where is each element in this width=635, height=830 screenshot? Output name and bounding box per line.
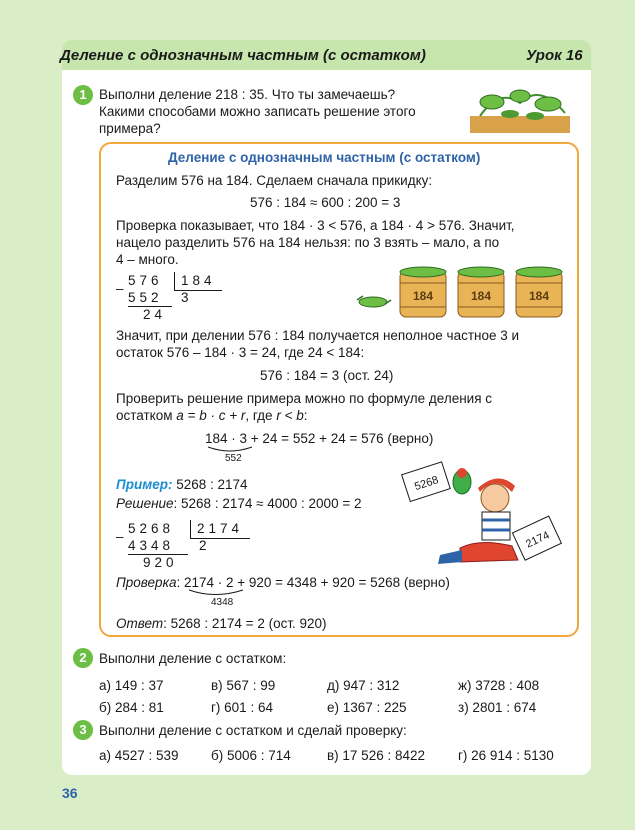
- barrel-2-label: 184: [470, 289, 492, 303]
- task-2-item: в) 567 : 99: [211, 678, 276, 693]
- task-2-item: а) 149 : 37: [99, 678, 164, 693]
- barrel-1: [400, 267, 446, 317]
- task-3-item: а) 4527 : 539: [99, 748, 179, 763]
- cucumber-icon: [355, 292, 395, 312]
- check2-under: 4348: [211, 597, 234, 608]
- barrel-3: [516, 267, 562, 317]
- task-2-item: е) 1367 : 225: [327, 700, 407, 715]
- answer-line: Ответ: 5268 : 2174 = 2 (ост. 920): [116, 616, 327, 631]
- div1-dividend: 576: [128, 273, 163, 288]
- div2-divisor: 2174: [197, 521, 244, 536]
- check1-under: 552: [225, 453, 242, 464]
- theory-title: Деление с однозначным частным (с остатком): [168, 150, 481, 165]
- page-title: Деление с однозначным частным (с остатком): [60, 47, 426, 64]
- barrels-illustration: [398, 265, 568, 319]
- div1-quotient: 3: [181, 290, 193, 305]
- task-3-item: г) 26 914 : 5130: [458, 748, 554, 763]
- div2-remainder: 920: [143, 555, 178, 570]
- theory-p4-line1: Проверить решение примера можно по формуле деления с: [116, 391, 493, 406]
- cucumber-plant-illustration: [470, 78, 570, 133]
- div2-subtract: 4348: [128, 538, 175, 553]
- theory-p3-line2: остаток 576 – 184 · 3 = 24, где 24 < 184:: [116, 345, 365, 360]
- task-2-item: б) 284 : 81: [99, 700, 164, 715]
- task-2-text: Выполни деление с остатком:: [99, 651, 287, 666]
- example-line: Пример: 5268 : 2174: [116, 477, 248, 492]
- div2-minus: –: [116, 529, 128, 544]
- div2-quotient: 2: [199, 538, 211, 553]
- div1-vertical-bar: [174, 272, 175, 290]
- div2-vertical-bar: [190, 520, 191, 538]
- lesson-label: Урок 16: [526, 47, 583, 64]
- task-1-line-2: Какими способами можно записать решение этого: [99, 104, 416, 119]
- barrel-3-label: 184: [528, 289, 550, 303]
- check1-expression: 184 · 3 + 24 = 552 + 24 = 576 (верно): [205, 431, 434, 446]
- theory-p1: Разделим 576 на 184. Сделаем сначала прикидку:: [116, 173, 433, 188]
- theory-estimate: 576 : 184 ≈ 600 : 200 = 3: [250, 195, 401, 210]
- theory-p3-line1: Значит, при делении 576 : 184 получается неполное частное 3 и: [116, 328, 520, 343]
- task-2-item: ж) 3728 : 408: [458, 678, 540, 693]
- pirate-boy-illustration: [400, 460, 570, 575]
- task-3-text: Выполни деление с остатком и сделай проверку:: [99, 723, 407, 738]
- page-number: 36: [62, 785, 78, 801]
- task-1-number: 1: [73, 85, 93, 105]
- card-2-label: 2174: [524, 529, 552, 551]
- check2-expression: Проверка: 2174 · 2 + 920 = 4348 + 920 = 5268 (верно): [116, 575, 450, 590]
- task-2-item: з) 2801 : 674: [458, 700, 537, 715]
- task-3-item: б) 5006 : 714: [211, 748, 291, 763]
- div1-minus: –: [116, 281, 128, 296]
- task-2-item: д) 947 : 312: [327, 678, 400, 693]
- barrel-2: [458, 267, 504, 317]
- solution-line: Решение: 5268 : 2174 ≈ 4000 : 2000 = 2: [116, 496, 362, 511]
- card-1-label: 5268: [413, 474, 441, 494]
- task-2-number: 2: [73, 648, 93, 668]
- task-3-item: в) 17 526 : 8422: [327, 748, 425, 763]
- theory-p2-line3: 4 – много.: [116, 252, 179, 267]
- task-1-line-1: Выполни деление 218 : 35. Что ты замечаешь?: [99, 87, 396, 102]
- task-2-item: г) 601 : 64: [211, 700, 273, 715]
- div1-remainder: 24: [143, 307, 167, 322]
- div2-dividend: 5268: [128, 521, 175, 536]
- theory-p4-line2: остатком a = b · c + r, где r < b:: [116, 408, 308, 423]
- div1-subtract: 552: [128, 290, 163, 305]
- theory-result: 576 : 184 = 3 (ост. 24): [260, 368, 394, 383]
- theory-p2-line2: нацело разделить 576 на 184 нельзя: по 3 взять – мало, а по: [116, 235, 500, 250]
- theory-p2-line1: Проверка показывает, что 184 · 3 < 576, а 184 · 4 > 576. Значит,: [116, 218, 515, 233]
- barrel-1-label: 184: [412, 289, 434, 303]
- task-3-number: 3: [73, 720, 93, 740]
- div1-divisor: 184: [181, 273, 216, 288]
- task-1-line-3: примера?: [99, 121, 161, 136]
